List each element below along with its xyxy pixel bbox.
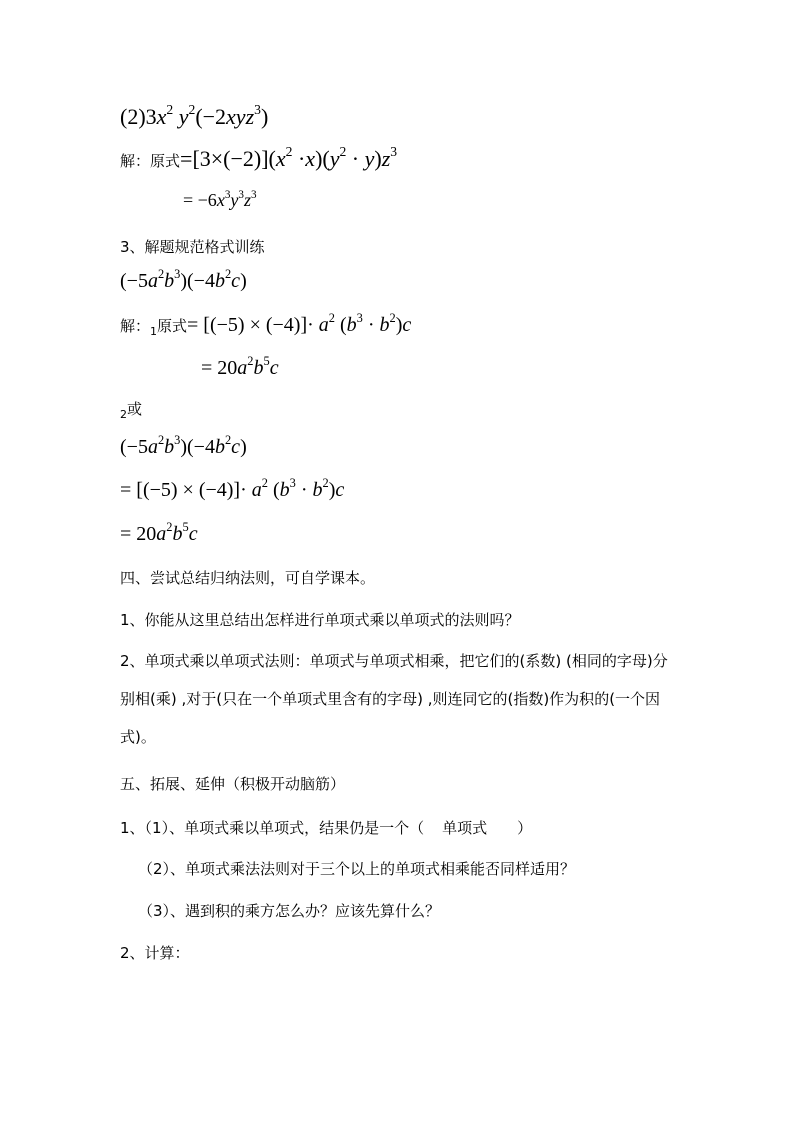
section-5-item-1	[120, 817, 532, 838]
or-label: 或	[127, 400, 143, 418]
problem-2-expression: $(2)3x^2$ $y^2(-2xyz^3)$	[120, 102, 269, 129]
section-5-item-2: （2）、单项式乘法法则对于三个以上的单项式相乘能否同样适用？	[138, 860, 576, 878]
alt-expression: $(-5a^2b^3)(-4b^2c)$	[120, 433, 247, 458]
section-4-question-2: 2、单项式乘以单项式法则：单项式与单项式相乘，把它们的(系数) (相同的字母)分别相(乘) ,对于(只在一个单项式里含有的字母) ,则连同它的(指数)作为积的(一个因式)。	[120, 652, 668, 746]
alternative-label	[120, 398, 142, 419]
item-1-suffix: ）	[517, 819, 533, 837]
exercise-solution-label: 解：	[120, 317, 151, 335]
marker-1: 1	[150, 325, 158, 338]
problem-2-step2: = $-6x^3y^3z^3$	[183, 188, 257, 210]
problem-2-prefix: (2)	[120, 104, 146, 129]
section-5-calc: 2、计算：	[120, 944, 190, 962]
section-5-title: 五、拓展、延伸（积极开动脑筋）	[120, 775, 346, 793]
exercise-step2: = $20a^2b^5c$	[201, 354, 279, 379]
exercise-step1	[120, 311, 412, 338]
alt-step2: = $20a^2b^5c$	[120, 520, 198, 545]
item-1-prefix: 1、（1）、单项式乘以单项式，结果仍是一个（	[120, 819, 425, 837]
yuanshi-label: 原式	[157, 317, 188, 335]
section-5-item-3: （3）、遇到积的乘方怎么办？应该先算什么？	[138, 902, 441, 920]
marker-2: 2	[120, 408, 127, 421]
section-3-title: 3、解题规范格式训练	[120, 238, 265, 256]
alt-step1: = $[(-5) \times (-4)]\cdot a^2$ $(b^3 \cdot b^2)c$	[120, 476, 345, 501]
item-1-answer: 单项式	[442, 819, 488, 837]
step1-formula: $=[3\times(-2)](x^2 \cdot x)(y^2 \cdot y)z^3$	[180, 144, 398, 171]
exercise-step1-formula: = $[(-5) \times (-4)]\cdot a^2$ $(b^3 \cdot b^2)c$	[187, 311, 412, 336]
problem-2-step1	[120, 146, 397, 172]
section-4-title: 四、尝试总结归纳法则，可自学课本。	[120, 569, 376, 587]
exercise-expression: $(-5a^2b^3)(-4b^2c)$	[120, 267, 247, 292]
solution-label: 解：原式	[120, 152, 181, 170]
section-4-question-1: 1、你能从这里总结出怎样进行单项式乘以单项式的法则吗？	[120, 611, 520, 629]
